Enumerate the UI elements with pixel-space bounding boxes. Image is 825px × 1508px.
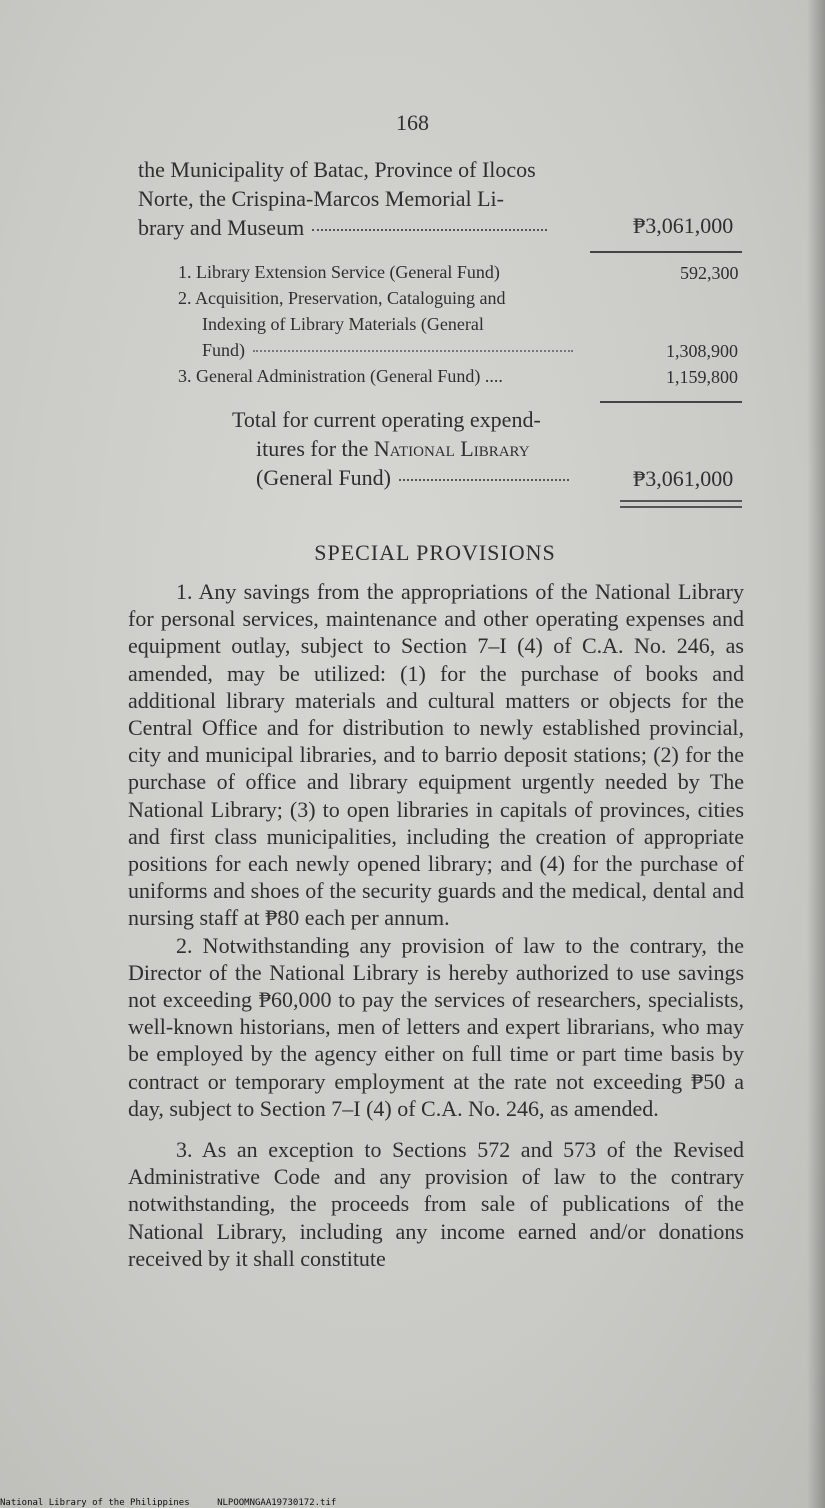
total-line: itures for the National Library — [256, 436, 530, 461]
total-amount: ₱3,061,000 — [633, 466, 734, 491]
line-item-1-amount: 592,300 — [680, 263, 739, 283]
page-edge-shadow — [807, 0, 825, 1508]
line-items — [178, 259, 598, 389]
intro-line: Norte, the Crispina-Marcos Memorial Li- — [138, 186, 504, 211]
scan-footer — [0, 1498, 358, 1508]
line-item-2-amount: 1,308,900 — [666, 341, 738, 361]
footer-file-id: NLPOOMNGAA19730172.tif — [217, 1498, 337, 1508]
provision-paragraph-2: 2. Notwithstanding any provision of law to the contrary, the Director of the National Library is hereby authorized to use savings not exceeding ₱60,000 to pay the services of researchers, specialists, well-known historians, men of letters and expert librarians, who may be employed by the agency either on full time or part time basis by contract or temporary employment at the rate not exceeding ₱50 a day, subject to Section 7–I (4) of C.A. No. 246, as amended. — [128, 932, 744, 1121]
items-rule — [600, 401, 742, 403]
line-item-1: 1. Library Extension Service (General Fund) — [178, 262, 500, 282]
total-line: Total for current operating expend- — [232, 407, 541, 432]
page-number: 168 — [396, 110, 429, 135]
intro-line: brary and Museum — [138, 213, 598, 242]
total-line: (General Fund) — [232, 463, 602, 492]
provision-paragraph-3: 3. As an exception to Sections 572 and 573 of the Revised Administrative Code and any provision of law to the contrary notwithstanding, the proceeds from sale of publications of the National Library, including any income earned and/or donations received by it shall constitute — [128, 1137, 744, 1271]
line-item-2-line: 2. Acquisition, Preservation, Cataloguing and — [178, 288, 506, 308]
total-entry — [232, 405, 602, 492]
intro-entry — [138, 155, 598, 242]
line-item-3: 3. General Administration (General Fund) .... — [178, 366, 503, 386]
special-provisions-heading: SPECIAL PROVISIONS — [314, 540, 556, 565]
line-item-3-amount: 1,159,800 — [666, 367, 738, 387]
footer-library: National Library of the Philippines — [0, 1498, 190, 1508]
intro-amount: ₱3,061,000 — [633, 213, 734, 238]
intro-line: the Municipality of Batac, Province of Ilocos — [138, 157, 536, 182]
total-double-rule — [620, 500, 742, 508]
subtotal-rule — [590, 251, 742, 253]
provision-paragraph-1: 1. Any savings from the appropriations of the National Library for personal services, maintenance and other operating expenses and equipment outlay, subject to Section 7–I (4) of C.A. No. 246, as amended, may be utilized: (1) for the purchase of books and additional library materials and cultural matters or objects for the Central Office and for distribution to newly established provincial, city and municipal libraries, and to barrio deposit stations; (2) for the purchase of office and library equipment urgently needed by The National Library; (3) to open libraries in capitals of provinces, cities and first class municipalities, including the creation of appropriate positions for each newly opened library; and (4) for the purchase of uniforms and shoes of the security guards and the medical, dental and nursing staff at ₱80 each per annum. — [128, 579, 744, 931]
line-item-2-line: Fund) — [178, 337, 598, 363]
line-item-2-line: Indexing of Library Materials (General — [202, 314, 484, 334]
special-provisions-body — [128, 578, 744, 1272]
